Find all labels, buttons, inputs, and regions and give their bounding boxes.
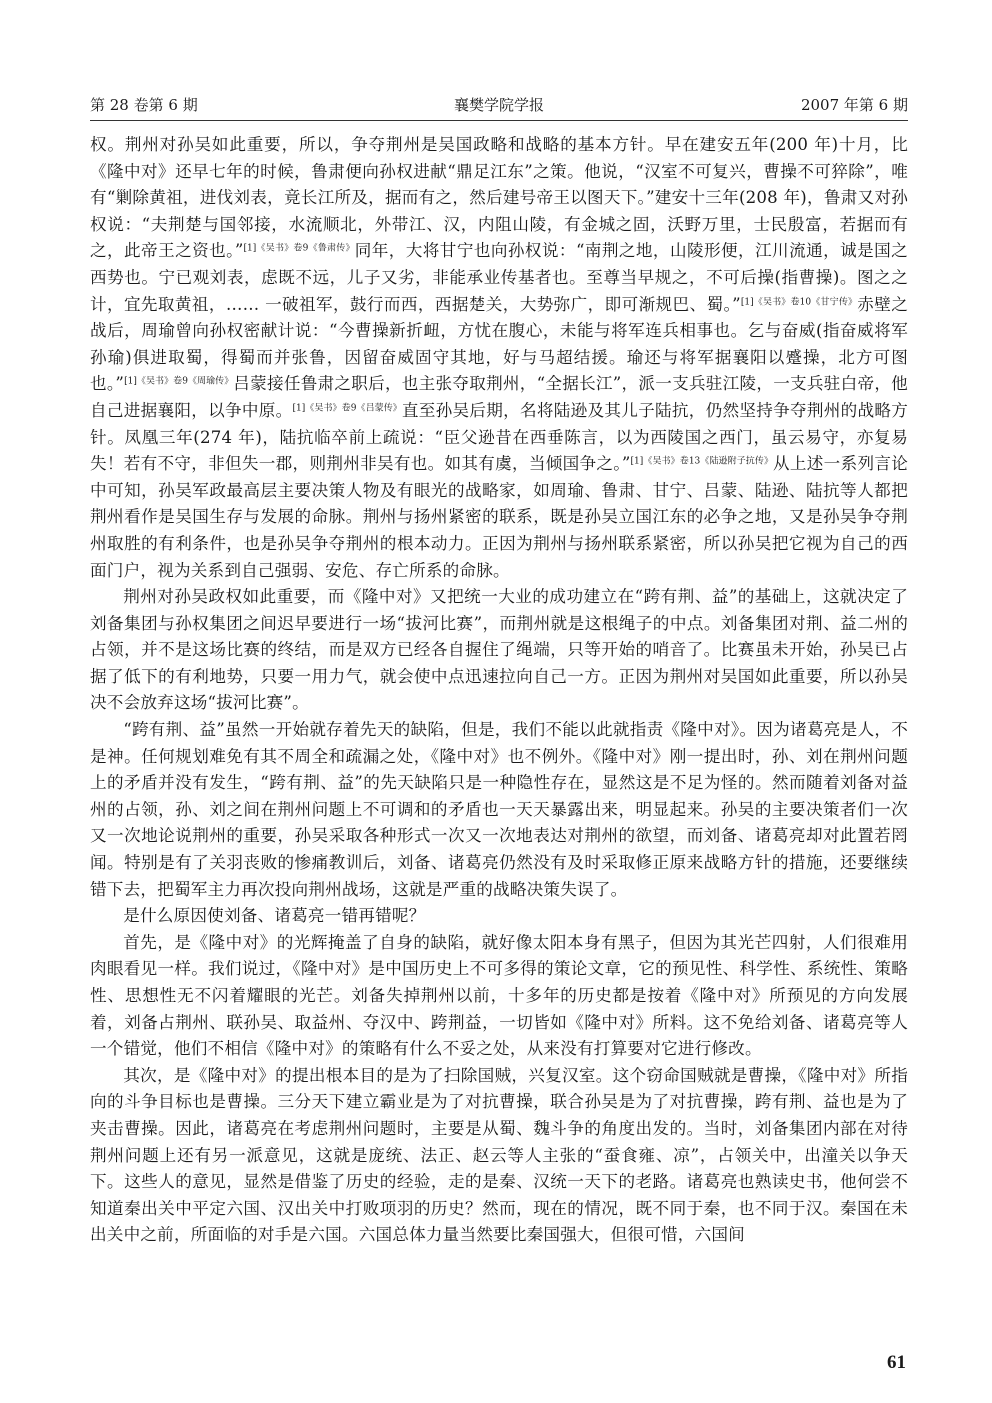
paragraph — [90, 584, 908, 717]
paragraph-text: 直至孙吴后期，名将陆逊及其儿子陆抗，仍然坚持争夺荆州的战略方针。凤凰三年(274 年)，陆抗临卒前上疏说：“臣父逊昔在西垂陈言，以为西陵国之西门，虽云易守，亦复易失！若有不守，非但失一郡，则荆州非吴有也。如其有虞，当倾国争之。” — [90, 400, 908, 474]
paragraph — [90, 1063, 908, 1249]
paragraph-text: 是什么原因使刘备、诸葛亮一错再错呢？ — [123, 906, 426, 926]
running-header — [90, 92, 908, 118]
paragraph-text: 赤壁之战后，周瑜曾向孙权密献计说：“今曹操新折衄，方忧在腹心，未能与将军连兵相事也。乞与奋威(指奋威将军孙瑜)俱进取蜀，得蜀而并张鲁，因留奋威固守其地，好与马超结援。瑜还与将军据襄阳以蹙操，北方可图也。” — [90, 294, 908, 394]
paragraph-text: 权。荆州对孙吴如此重要，所以，争夺荆州是吴国政略和战略的基本方针。早在建安五年(200 年)十月，比《隆中对》还早七年的时候，鲁肃便向孙权进献“鼎足江东”之策。他说，“汉室不可复兴，曹操不可猝除”，唯有“剿除黄祖，进伐刘表，竟长江所及，据而有之，然后建号帝王以图天下。”建安十三年(208 年)，鲁肃又对孙权说：“夫荆楚与国邻接，水流顺北，外带江、汉，内阻山陵，有金城之固，沃野万里，士民殷富，若据而有之，此帝王之资也。” — [90, 135, 908, 261]
paragraph — [90, 930, 908, 1063]
citation-reference: [1]《吴书》卷9《吕蒙传》 — [292, 403, 402, 414]
paragraph-text: 其次，是《隆中对》的提出根本目的是为了扫除国贼，兴复汉室。这个窃命国贼就是曹操，《隆中对》所指向的斗争目标也是曹操。三分天下建立霸业是为了对抗曹操，联合孙吴是为了对抗曹操，跨有荆、益也是为了夹击曹操。因此，诸葛亮在考虑荆州问题时，主要是从蜀、魏斗争的角度出发的。当时，刘备集团内部在对待荆州问题上还有另一派意见，这就是庞统、法正、赵云等人主张的“蚕食雍、凉”，占领关中，出潼关以争天下。这些人的意见，显然是借鉴了历史的经验，走的是秦、汉统一天下的老路。诸葛亮也熟读史书，他何尝不知道秦出关中平定六国、汉出关中打败项羽的历史？然而，现在的情况，既不同于秦，也不同于汉。秦国在未出关中之前，所面临的对手是六国。六国总体力量当然要比秦国强大，但很可惜，六国间 — [90, 1065, 908, 1245]
year-issue: 2007 年第 6 期 — [800, 96, 908, 114]
citation-reference: [1]《吴书》卷9《周瑜传》 — [124, 376, 234, 387]
page-number: 61 — [887, 1352, 906, 1373]
paragraph — [90, 717, 908, 903]
paragraph-text: 吕蒙接任鲁肃之职后，也主张夺取荆州，“全据长江”，派一支兵驻江陵，一支兵驻白帝，他自己进据襄阳，以争中原。 — [90, 374, 908, 420]
article-body — [90, 132, 908, 1249]
header-rule — [90, 120, 908, 121]
paragraph — [90, 903, 908, 930]
paragraph-text: 同年，大将甘宁也向孙权说：“南荆之地，山陵形便，江川流通，诚是国之西势也。宁已观刘表，虑既不远，儿子又劣，非能承业传基者也。至尊当早规之，不可后操(指曹操)。图之之计，宜先取黄祖，…… 一破祖军，鼓行而西，西据楚关，大势弥广，即可渐规巴、蜀。” — [90, 241, 908, 314]
paragraph-text: “跨有荆、益”虽然一开始就存着先天的缺陷，但是，我们不能以此就指责《隆中对》。因为诸葛亮是人，不是神。任何规划难免有其不周全和疏漏之处，《隆中对》也不例外。《隆中对》刚一提出时，孙、刘在荆州问题上的矛盾并没有发生，“跨有荆、益”的先天缺陷只是一种隐性存在，显然这是不足为怪的。然而随着刘备对益州的占领，孙、刘之间在荆州问题上不可调和的矛盾也一天天暴露出来，明显起来。孙吴的主要决策者们一次又一次地论说荆州的重要，孙吴采取各种形式一次又一次地表达对荆州的欲望，而刘备、诸葛亮却对此置若罔闻。特别是有了关羽丧败的惨痛教训后，刘备、诸葛亮仍然没有及时采取修正原来战略方针的措施，还要继续错下去，把蜀军主力再次投向荆州战场，这就是严重的战略决策失误了。 — [90, 720, 908, 899]
paragraph-text: 从上述一系列言论中可知，孙吴军政最高层主要决策人物及有眼光的战略家，如周瑜、鲁肃、甘宁、吕蒙、陆逊、陆抗等人都把荆州看作是吴国生存与发展的命脉。荆州与扬州紧密的联系，既是孙吴立国江东的必争之地，又是孙吴争夺荆州取胜的有利条件，也是孙吴争夺荆州的根本动力。正因为荆州与扬州联系紧密，所以孙吴把它视为自己的西面门户，视为关系到自己强弱、安危、存亡所系的命脉。 — [90, 454, 909, 580]
citation-reference: [1]《吴书》卷9《鲁肃传》 — [243, 243, 355, 254]
paragraph — [90, 132, 908, 584]
paragraph-text: 荆州对孙吴政权如此重要，而《隆中对》又把统一大业的成功建立在“跨有荆、益”的基础上，这就决定了刘备集团与孙权集团之间迟早要进行一场“拔河比赛”，而荆州就是这根绳子的中点。刘备集团对荆、益二州的占领，并不是这场比赛的终结，而是双方已经各自握住了绳端，只等开始的哨音了。比赛虽未开始，孙吴已占据了低下的有利地势，只要一用力气，就会使中点迅速拉向自己一方。正因为荆州对吴国如此重要，所以孙吴决不会放弃这场“拔河比赛”。 — [90, 587, 908, 713]
citation-reference: [1]《吴书》卷13《陆逊附子抗传》 — [630, 456, 774, 467]
volume-issue: 第 28 卷第 6 期 — [90, 96, 198, 114]
citation-reference: [1]《吴书》卷10《甘宁传》 — [740, 297, 858, 308]
paragraph-text: 首先，是《隆中对》的光辉掩盖了自身的缺陷，就好像太阳本身有黑子，但因为其光芒四射，人们很难用肉眼看见一样。我们说过，《隆中对》是中国历史上不可多得的策论文章，它的预见性、科学性、系统性、策略性、思想性无不闪着耀眼的光芒。刘备失掉荆州以前，十多年的历史都是按着《隆中对》所预见的方向发展着，刘备占荆州、联孙吴、取益州、夺汉中、跨荆益，一切皆如《隆中对》所料。这不免给刘备、诸葛亮等人一个错觉，他们不相信《隆中对》的策略有什么不妥之处，从来没有打算要对它进行修改。 — [90, 932, 908, 1059]
journal-title: 襄樊学院学报 — [453, 96, 544, 114]
